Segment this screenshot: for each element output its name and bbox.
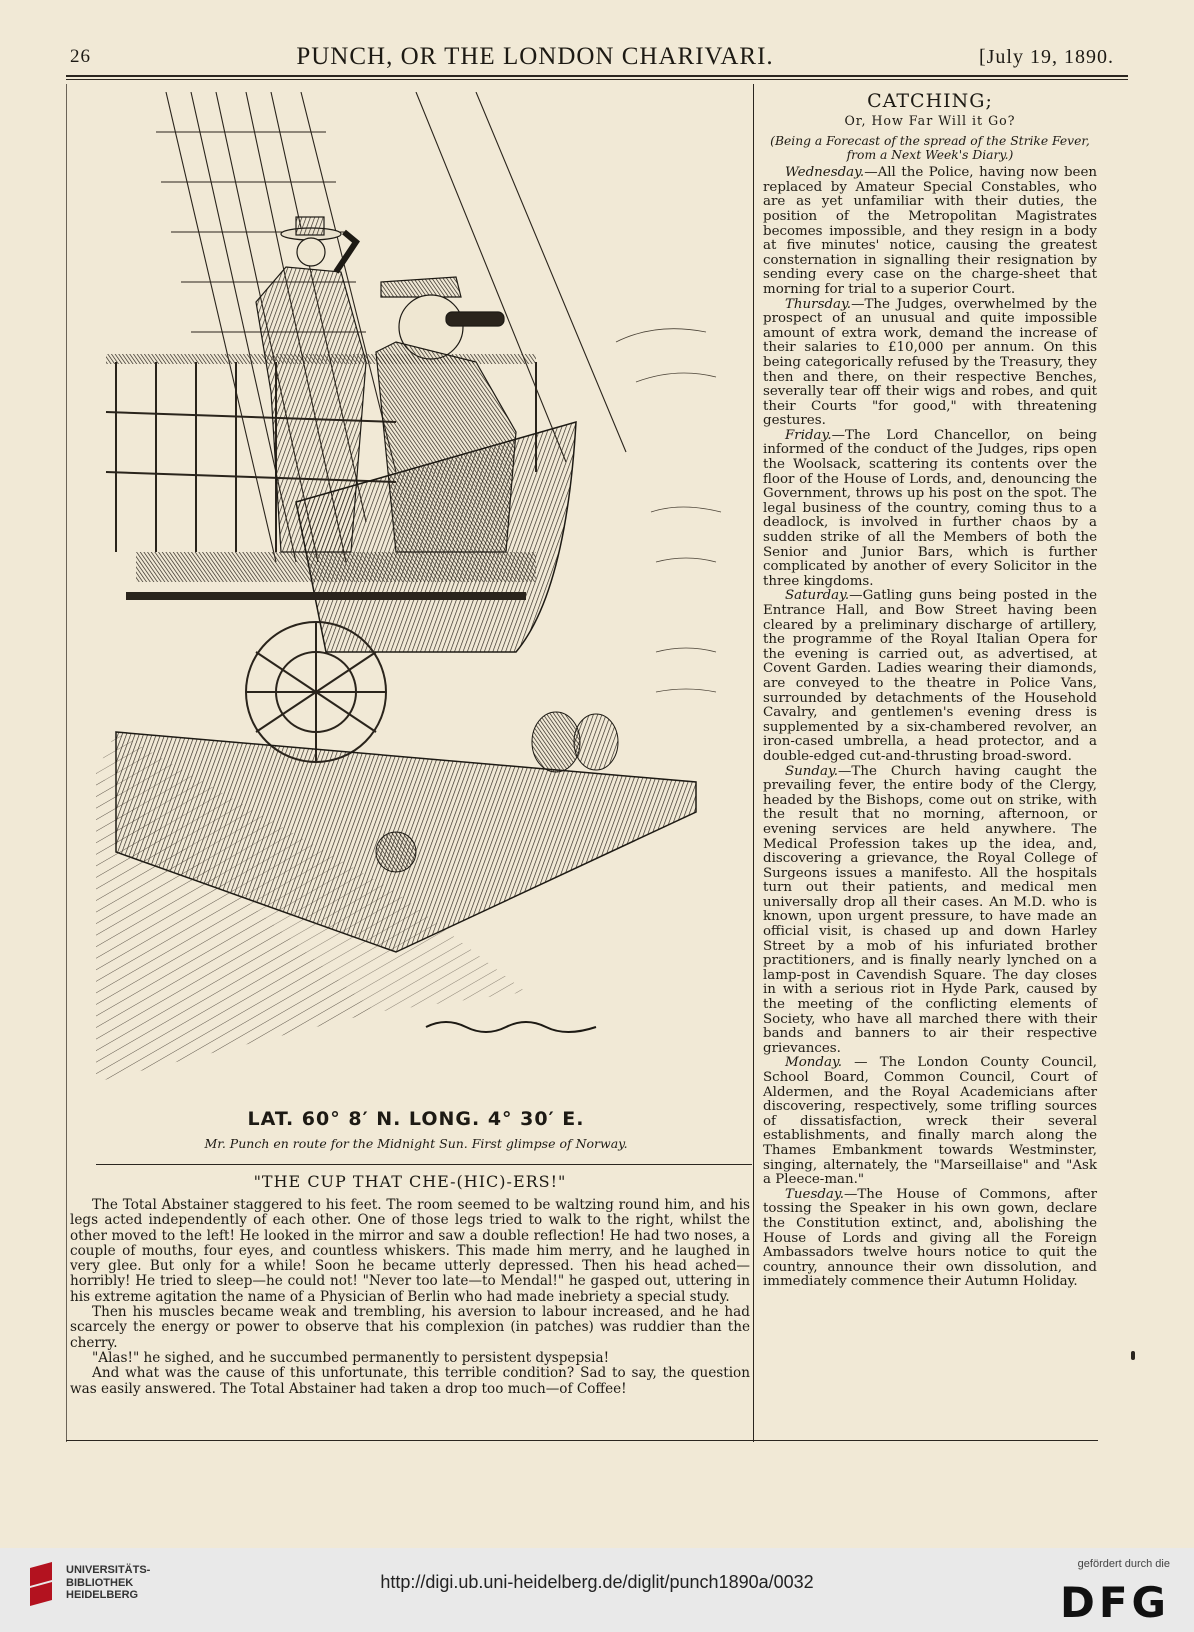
- dfg-logo: DFG: [1059, 1578, 1170, 1627]
- library-name: UNIVERSITÄTS- BIBLIOTHEK HEIDELBERG: [66, 1564, 151, 1601]
- diary-entry: Monday. — The London County Council, School Board, Common Council, Court of Aldermen, and the Royal Academicians after discovering, respectively, some trifling sources of dissatisfaction, wreck their several establishments, and finally march along the Thames Embankment towards Westminster, singing, alternately, the "Marseillaise" and "Ask a Pleece-man.": [763, 1055, 1097, 1188]
- diary-entry: Wednesday.—All the Police, having now been replaced by Amateur Special Constables, who are as yet unfamiliar with their duties, the position of the Metropolitan Magistrates becomes impossible, and they resign in a body at five minutes' notice, causing the greatest consternation in signalling their resignation by sending every case on the charge-sheet that morning for trial to a superior Court.: [763, 165, 1097, 297]
- header-rule-thin: [66, 79, 1128, 80]
- illustration-title: LAT. 60° 8′ N. LONG. 4° 30′ E.: [247, 1108, 585, 1130]
- page-number: 26: [70, 46, 91, 67]
- story-paragraph: And what was the cause of this unfortunate, this terrible condition? Sad to say, the question was easily answered. The Total Abstainer had taken a drop too much—of Coffee!: [70, 1365, 750, 1397]
- diary-entry: Thursday.—The Judges, overwhelmed by the prospect of an unusual and quite impossible amount of extra work, demand the increase of their salaries to £10,000 per annum. On this being categorically refused by the Treasury, they then and there, on their respective Benches, severally tear off their wigs and robes, and quit their Courts "for good," with threatening gestures.: [763, 296, 1097, 429]
- caption-rule: [96, 1164, 752, 1165]
- header-rule: [66, 75, 1128, 77]
- publication-title: PUNCH, OR THE LONDON CHARIVARI.: [296, 43, 774, 70]
- story-paragraph: Then his muscles became weak and trembling, his aversion to labour increased, and he had scarcely the energy or power to observe that his complexion (in patches) was ruddier than the cherry.: [70, 1304, 750, 1351]
- telescope: [446, 312, 504, 326]
- permalink[interactable]: http://digi.ub.uni-heidelberg.de/diglit/punch1890a/0032: [380, 1572, 814, 1592]
- bridge-deck: [136, 552, 536, 582]
- deck-structure: [246, 622, 386, 762]
- footer-bar: [0, 1548, 1194, 1632]
- sky-lines: [616, 329, 721, 692]
- article-intro: (Being a Forecast of the spread of the Strike Fever, from a Next Week's Diary.): [770, 134, 1090, 163]
- diary-entry: Sunday.—The Church having caught the prevailing fever, the entire body of the Clergy, headed by the Bishops, come out on strike, with the result that no morning, afternoon, or evening services are held anywhere. The Medical Profession takes up the idea, and, discovering a grievance, the Royal College of Surgeons issues a manifesto. All the hospitals turn out their patients, and medical men universally drop all their cases. An M.D. who is known, upon urgent pressure, to have made an official visit, is chased up and down Harley Street by a mob of his infuriated brother practitioners, and is finally nearly lynched on a lamp-post in Cavendish Square. The day closes in with a serious riot in Hyde Park, caused by the meeting of the conflicting elements of Society, who have all marched there with their bands and banners to air their respective grievances.: [763, 763, 1097, 1056]
- story-paragraph: "Alas!" he sighed, and he succumbed permanently to persistent dyspepsia!: [92, 1349, 610, 1366]
- column-divider: [753, 84, 754, 1442]
- article-subtitle: Or, How Far Will it Go?: [844, 112, 1016, 128]
- diary-entry: Tuesday.—The House of Commons, after tossing the Speaker in his own gown, declare the Constitution extinct, and, abolishing the House of Lords and giving all the Foreign Ambassadors twelve hours notice to quit the country, announce their own dissolution, and immediately commence their Autumn Holiday.: [763, 1186, 1097, 1290]
- diary-entry: Saturday.—Gatling guns being posted in the Entrance Hall, and Bow Street having been cleared by a preliminary discharge of artillery, the programme of the Royal Italian Opera for the evening is carried out, as advertised, at Covent Garden. Ladies wearing their diamonds, are conveyed to the theatre in Police Vans, surrounded by detachments of the Household Cavalry, and gentlemen's evening dress is supplemented by a six-chambered revolver, an iron-cased umbrella, a head protector, and a double-edged cut-and-thrusting broad-sword.: [763, 588, 1097, 764]
- story-body: [70, 1198, 750, 1397]
- ink-speck: [1131, 1351, 1135, 1360]
- funded-by-label: gefördert durch die: [1077, 1558, 1170, 1570]
- issue-date: [July 19, 1890.: [978, 45, 1114, 68]
- story-paragraph: The Total Abstainer staggered to his feet. The room seemed to be waltzing round him, and his legs acted independently of each other. One of those legs tried to walk to the right, whilst the other moved to the left! He looked in the mirror and saw a double reflection! He had two noses, a couple of mouths, four eyes, and countless whiskers. This made him merry, and he laughed in very glee. But only for a while! Soon he became utterly depressed. Then his head ached—horribly! He tried to sleep—he could not! "Never too late—to Mendal!" he gasped out, uttering in his extreme agitation the name of a Physician of Berlin who had made inebriety a special study.: [70, 1197, 750, 1305]
- story-title: "THE CUP THAT CHE-(HIC)-ERS!": [253, 1172, 567, 1191]
- ship-illustration: [96, 92, 736, 1132]
- page-header: [70, 40, 1114, 74]
- article-title: CATCHING;: [867, 90, 993, 112]
- illustration-subtitle: Mr. Punch en route for the Midnight Sun. First glimpse of Norway.: [204, 1136, 628, 1151]
- article-column: [763, 90, 1097, 1290]
- signature: [426, 1022, 596, 1032]
- bottom-rule: [66, 1440, 1098, 1441]
- left-border: [66, 84, 67, 1442]
- diary-entry: Friday.—The Lord Chancellor, on being informed of the conduct of the Judges, rips open the Woolsack, scattering its contents over the floor of the House of Lords, and, denouncing the Government, throws up his post on the spot. The legal business of the country, coming thus to a deadlock, is involved in further chaos by a sudden strike of all the Members of both the Senior and Junior Bars, which is further complicated by another of every Solicitor in the three kingdoms.: [763, 427, 1097, 589]
